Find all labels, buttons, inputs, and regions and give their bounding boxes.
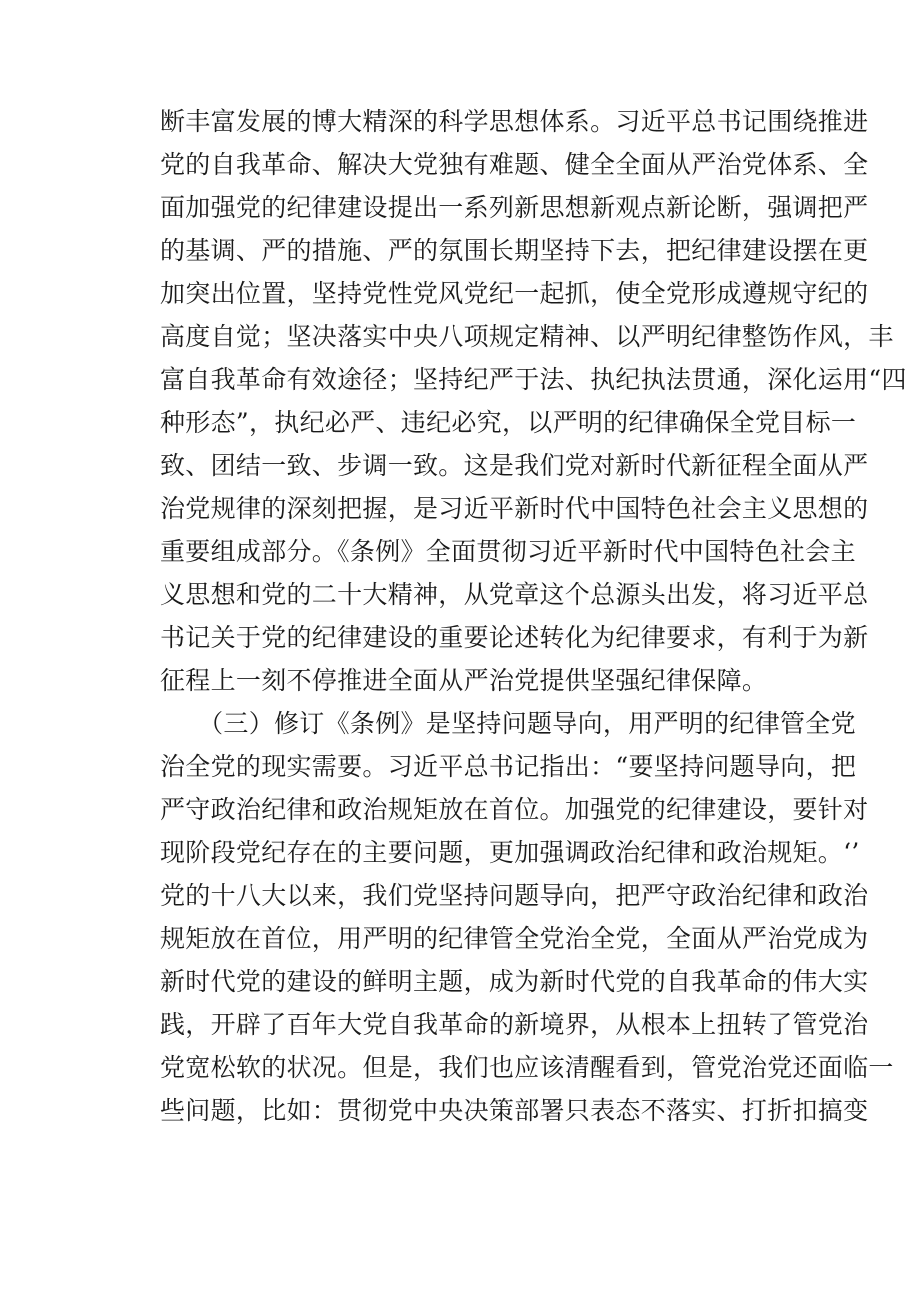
text-line-16: 治全党的现实需要。习近平总书记指出：“要坚持问题导向，把 (160, 752, 857, 781)
text-line-21: 新时代党的建设的鲜明主题，成为新时代党的自我革命的伟大实 (160, 967, 869, 996)
text-line-18: 现阶段党纪存在的主要问题，更加强调政治纪律和政治规矩。‘’ (160, 838, 860, 867)
text-line-23: 党宽松软的状况。但是，我们也应该清醒看到，管党治党还面临一 (160, 1053, 894, 1082)
section-heading-line: （三）修订《条例》是坚持问题导向，用严明的纪律管全党 (160, 709, 856, 738)
text-line-22: 践，开辟了百年大党自我革命的新境界，从根本上扭转了管党治 (160, 1010, 869, 1039)
text-line-10: 治党规律的深刻把握，是习近平新时代中国特色社会主义思想的 (160, 494, 869, 523)
text-line-3: 面加强党的纪律建设提出一系列新思想新观点新论断，强调把严 (160, 193, 869, 222)
text-line-6: 高度自觉；坚决落实中央八项规定精神、以严明纪律整饬作风，丰 (160, 322, 894, 351)
text-line-7: 富自我革命有效途径；坚持纪严于法、执纪执法贯通，深化运用“四 (160, 365, 907, 394)
text-line-9: 致、团结一致、步调一致。这是我们党对新时代新征程全面从严 (160, 451, 869, 480)
text-line-5: 加突出位置，坚持党性党风党纪一起抓，使全党形成遵规守纪的 (160, 279, 869, 308)
text-line-13: 书记关于党的纪律建设的重要论述转化为纪律要求，有利于为新 (160, 623, 869, 652)
text-line-24: 些问题，比如：贯彻党中央决策部署只表态不落实、打折扣搞变 (160, 1096, 869, 1125)
text-line-2: 党的自我革命、解决大党独有难题、健全全面从严治党体系、全 (160, 150, 869, 179)
text-line-20: 规矩放在首位，用严明的纪律管全党治全党，全面从严治党成为 (160, 924, 869, 953)
text-line-8: 种形态”，执纪必严、违纪必究，以严明的纪律确保全党目标一 (160, 408, 857, 437)
text-line-14: 征程上一刻不停推进全面从严治党提供坚强纪律保障。 (160, 666, 768, 695)
text-line-17: 严守政治纪律和政治规矩放在首位。加强党的纪律建设，要针对 (160, 795, 869, 824)
text-line-1: 断丰富发展的博大精深的科学思想体系。习近平总书记围绕推进 (160, 107, 869, 136)
text-line-19: 党的十八大以来，我们党坚持问题导向，把严守政治纪律和政治 (160, 881, 869, 910)
text-line-4: 的基调、严的措施、严的氛围长期坚持下去，把纪律建设摆在更 (160, 236, 869, 265)
text-line-11: 重要组成部分。《条例》全面贯彻习近平新时代中国特色社会主 (160, 537, 856, 566)
text-line-12: 义思想和党的二十大精神，从党章这个总源头出发，将习近平总 (160, 580, 869, 609)
body-text (160, 100, 907, 1132)
